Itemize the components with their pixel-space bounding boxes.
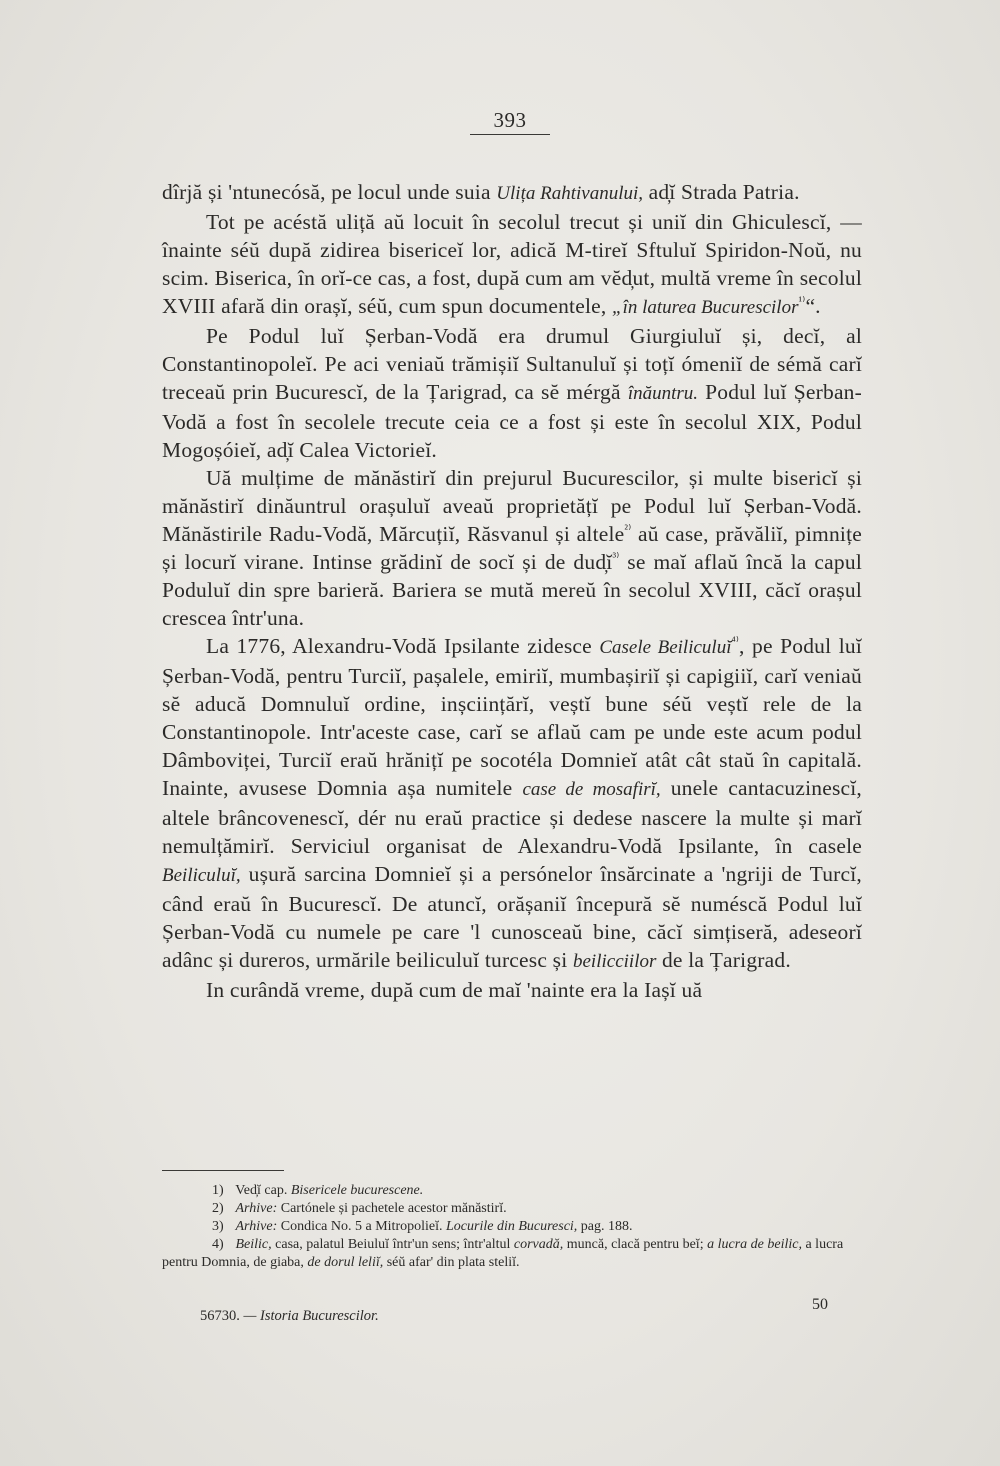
footnote — [162, 1182, 862, 1200]
footnote-ref: ³⁾ — [612, 549, 620, 564]
body-text — [162, 178, 862, 1004]
italic-run: de dorul leliĭ, — [307, 1255, 384, 1270]
text-run: “. — [805, 294, 821, 318]
footnote-ref: ¹⁾ — [798, 293, 806, 308]
paragraph — [162, 976, 862, 1004]
footnote — [162, 1236, 862, 1272]
sheet-number: 50 — [812, 1296, 828, 1313]
text-run: Pe Podul luĭ Șerban-Vodă era drumul Giurgiuluĭ și, decĭ, al Constantinopoleĭ. Pe aci veniaŭ trămișiĭ Sultanuluĭ și toțĭ ómeniĭ de sémă carĭ treceaŭ prin Bucurescĭ, de la Țarigrad, ca sĕ mérgă — [162, 324, 862, 404]
footnote-ref: ⁴⁾ — [731, 633, 740, 648]
text-run: In curândă vreme, după cum de maĭ 'nainte era la Iașĭ uă — [206, 978, 703, 1002]
text-run: aŭ case, prăvăliĭ, pimnițe și locurĭ virane. Intinse grădinĭ de socĭ și de dud̦ĭ — [162, 522, 862, 574]
italic-run: case de mosafirĭ, — [522, 779, 661, 800]
paragraph — [162, 464, 862, 632]
italic-run: înăuntru. — [627, 383, 699, 404]
italic-run: Bisericele bucurescene. — [290, 1183, 424, 1198]
signature-title: — Istoria Bucurescilor. — [243, 1308, 379, 1324]
text-run: a lucra pentru Domnia, de giaba, — [162, 1237, 844, 1270]
text-run: unele cantacuzinescĭ, altele brâncovenescĭ, dér nu eraŭ practice și dedese nascere la multe și marĭ nemulțămirĭ. Serviciul organisat de Alexandru-Vodă Ipsilante, în casele — [162, 776, 863, 858]
footnote — [162, 1218, 862, 1236]
text-run: Tot pe acéstă uliță aŭ locuit în secolul trecut și uniĭ din Ghiculescĭ, — înainte séŭ după zidirea bisericeĭ lor, adică M-tireĭ Sftuluĭ Spiridon-Noŭ, nu scim. Biserica, în orĭ-ce cas, a fost, după cum am vĕd̦ut, multă vreme în secolul XVIII afară din orașĭ, séŭ, cum spun documentele, — [162, 210, 862, 318]
paragraph — [162, 178, 862, 208]
paragraph — [162, 322, 862, 464]
text-run: séŭ afar' din plata steliĭ. — [383, 1255, 520, 1270]
italic-run: Casele Beiliculuĭ — [599, 637, 732, 658]
printer-signature — [200, 1308, 379, 1325]
italic-run: Beiliculuĭ, — [162, 865, 241, 886]
text-run: , pe Podul luĭ Șerban-Vodă, pentru Turciĭ, pașalele, emiriĭ, mumbașiriĭ și capigiiĭ, carĭ veniaŭ sĕ aducă Domnuluĭ ordine, inșciințărĭ, veștĭ bune séŭ veștĭ rele de la Constantinopole. Intr'aceste case, carĭ se aflaŭ cam pe unde este acum podul Dâmboviței, Turciĭ eraŭ hrănițĭ pe socotéla Domnieĭ atât cât staŭ în capitală. Inainte, avusese Domnia așa numitele — [162, 634, 862, 800]
italic-run: „în laturea Bucurescilor — [612, 297, 799, 318]
footnote — [162, 1200, 862, 1218]
italic-run: Beilic, — [235, 1237, 272, 1252]
italic-run: Arhive: — [235, 1201, 278, 1216]
text-run: ad̦ĭ Strada Patria. — [643, 180, 800, 204]
footnote-ref: ²⁾ — [624, 521, 632, 536]
text-run: dîrjă și 'ntunecósă, pe locul unde suia — [162, 180, 497, 204]
text-run: Podul luĭ Șerban-Vodă a fost în secolele trecute ceia ce a fost și este în secolul XIX, Podul Mogoșóieĭ, ad̦ĭ Calea Victorieĭ. — [162, 380, 862, 462]
footnote-number: 1) — [212, 1183, 224, 1198]
italic-run: Locurile din Bucuresci, — [446, 1219, 578, 1234]
paragraph — [162, 208, 862, 322]
text-run: casa, palatul Beiuluĭ într'un sens; într'altul — [271, 1237, 514, 1252]
text-run: La 1776, Alexandru-Vodă Ipsilante zidesce — [206, 634, 600, 658]
italic-run: corvadă, — [513, 1237, 564, 1252]
footnote-number: 3) — [212, 1219, 224, 1234]
italic-run: a lucra de beilic, — [707, 1237, 802, 1252]
footnote-number: 4) — [212, 1237, 224, 1252]
italic-run: Ulița Rahtivanului, — [496, 183, 644, 204]
italic-run: Arhive: — [235, 1219, 278, 1234]
footnotes — [162, 1182, 862, 1272]
text-run: se maĭ aflaŭ încă la capul Poduluĭ din spre barieră. Bariera se mută mereŭ în secolul XVIII, căcĭ orașul cresceа într'una. — [162, 550, 862, 630]
footnote-number: 2) — [212, 1201, 224, 1216]
signature-number: 56730. — [200, 1308, 240, 1324]
italic-run: beilicciilor — [573, 951, 657, 972]
page-number: 393 — [493, 108, 527, 132]
text-run: ușură sarcina Domnieĭ și a persónelor însărcinate a 'ngriji de Turcĭ, când eraŭ în Bucurescĭ. De atuncĭ, orășaniĭ începură sĕ numéscă Podul luĭ Șerban-Vodă cu numele pe care 'l cunosceaŭ bine, căcĭ simțiseră, adeseorĭ adânc și dureros, urmările beiliculuĭ turcesc și — [162, 862, 862, 972]
text-run: pag. 188. — [577, 1219, 633, 1234]
text-run: de la Țarigrad. — [656, 948, 791, 972]
text-run: Condica No. 5 a Mitropolieĭ. — [277, 1219, 446, 1234]
text-run: muncă, clacă pentru beĭ; — [563, 1237, 708, 1252]
footnote-rule — [162, 1170, 284, 1171]
text-run: Ved̦ĭ cap. — [235, 1183, 291, 1198]
paragraph — [162, 632, 862, 976]
text-run: Uă mulțime de mănăstirĭ din prejurul Bucurescilor, și multe bisericĭ și mănăstirĭ dinăuntrul orașuluĭ aveaŭ proprietățĭ pe Podul luĭ Șerban-Vodă. Mănăstirile Radu-Vodă, Mărcuțiĭ, Răsvanul și altele — [162, 466, 862, 546]
page-number-rule — [470, 134, 550, 135]
text-run: Cartónele și pachetele acestor mănăstirĭ. — [277, 1201, 507, 1216]
